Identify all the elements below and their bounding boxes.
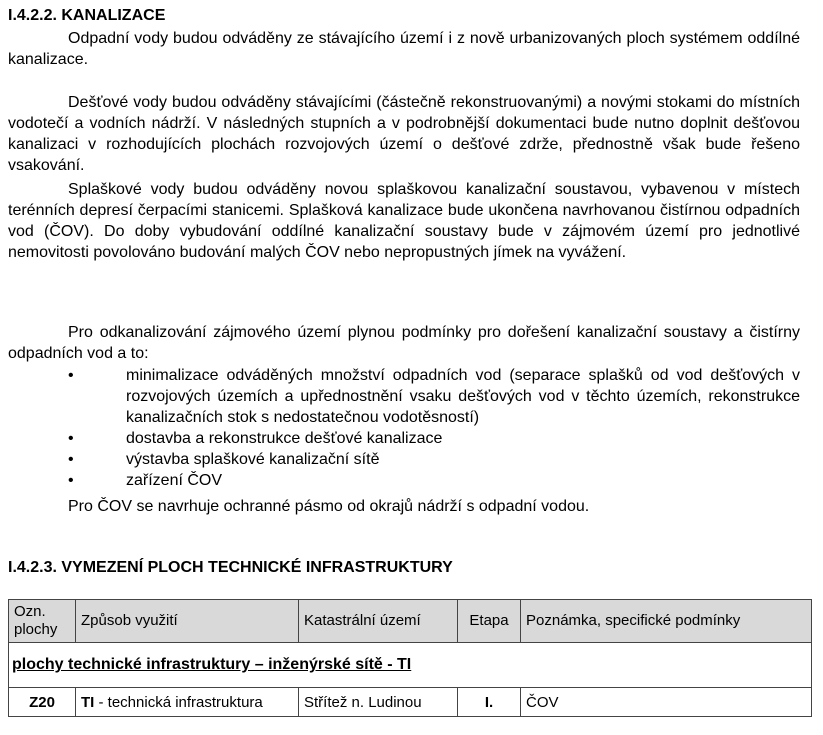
cell-note: ČOV — [521, 688, 812, 717]
paragraph-odpadni-vody: Odpadní vody budou odváděny ze stávajícího území i z nově urbanizovaných ploch systémem oddílné kanalizace. — [8, 30, 800, 68]
cell-code: Z20 — [9, 688, 76, 717]
paragraph-splaskove-vody: Splaškové vody budou odváděny novou splaškovou kanalizační soustavou, vybavenou v místech terénních depresí čerpacími stanicemi. Splašková kanalizace bude ukončena navrhovanou čistírnou odpadních vod (ČOV). Do doby vybudování oddílné kanalizační soustavy bude v zájmovém území pro jednotlivé nemovitosti povolováno budování malých ČOV nebo nepropustných jímek na vyvážení. — [8, 181, 800, 261]
list-item: • minimalizace odváděných množství odpadních vod (separace splašků od vod dešťových v rozvojových územích a upřednostnění vsaku dešťových vod v těchto územích, rekonstrukce kanalizačních stok s nedostatečnou vodotěsností) — [68, 367, 800, 426]
table-group-row — [9, 643, 812, 688]
section-heading-kanalizace: I.4.2.2. KANALIZACE — [8, 7, 166, 24]
list-item: • výstavba splaškové kanalizační sítě — [68, 451, 380, 468]
bullet-icon: • — [68, 472, 74, 489]
bullet-icon: • — [68, 430, 74, 447]
table-header-row — [9, 600, 812, 643]
cell-cadastre: Střítež n. Ludinou — [299, 688, 458, 717]
paragraph-ochranne-pasmo: Pro ČOV se navrhuje ochranné pásmo od okrajů nádrží s odpadní vodou. — [68, 498, 590, 515]
table-row — [9, 688, 812, 717]
group-label: plochy technické infrastruktury – inženýrské sítě - TI — [9, 643, 812, 688]
infrastructure-table — [8, 599, 812, 717]
paragraph-destove-vody: Dešťové vody budou odváděny stávajícími (částečně rekonstruovanými) a novými stokami do místních vodotečí a vodních nádrží. V následných stupních a v podrobnější dokumentaci bude nutno doplnit dešťovou kanalizaci v rozhodujících plochách rozvojových území o dešťové zdrže, přednostně však bude řešeno vsakování. — [8, 94, 800, 174]
section-heading-vymezeni-ploch: I.4.2.3. VYMEZENÍ PLOCH TECHNICKÉ INFRASTRUKTURY — [8, 559, 453, 576]
header-etapa: Etapa — [458, 600, 521, 643]
cell-use-text: - technická infrastruktura — [94, 693, 263, 711]
header-ozn-plochy: Ozn. plochy — [9, 600, 76, 643]
header-zpusob-vyuziti: Způsob využití — [76, 600, 299, 643]
cell-use — [76, 688, 299, 717]
paragraph-podminky: Pro odkanalizování zájmového území plynou podmínky pro dořešení kanalizační soustavy a čistírny odpadních vod a to: — [8, 324, 800, 362]
header-katastralni-uzemi: Katastrální území — [299, 600, 458, 643]
conditions-list — [8, 365, 800, 491]
bullet-icon: • — [68, 451, 74, 468]
cell-use-code: TI — [81, 693, 95, 711]
list-item: • zařízení ČOV — [68, 472, 223, 489]
list-item: • dostavba a rekonstrukce dešťové kanalizace — [68, 430, 443, 447]
cell-stage: I. — [458, 688, 521, 717]
bullet-icon: • — [68, 367, 74, 384]
header-poznamka: Poznámka, specifické podmínky — [521, 600, 812, 643]
